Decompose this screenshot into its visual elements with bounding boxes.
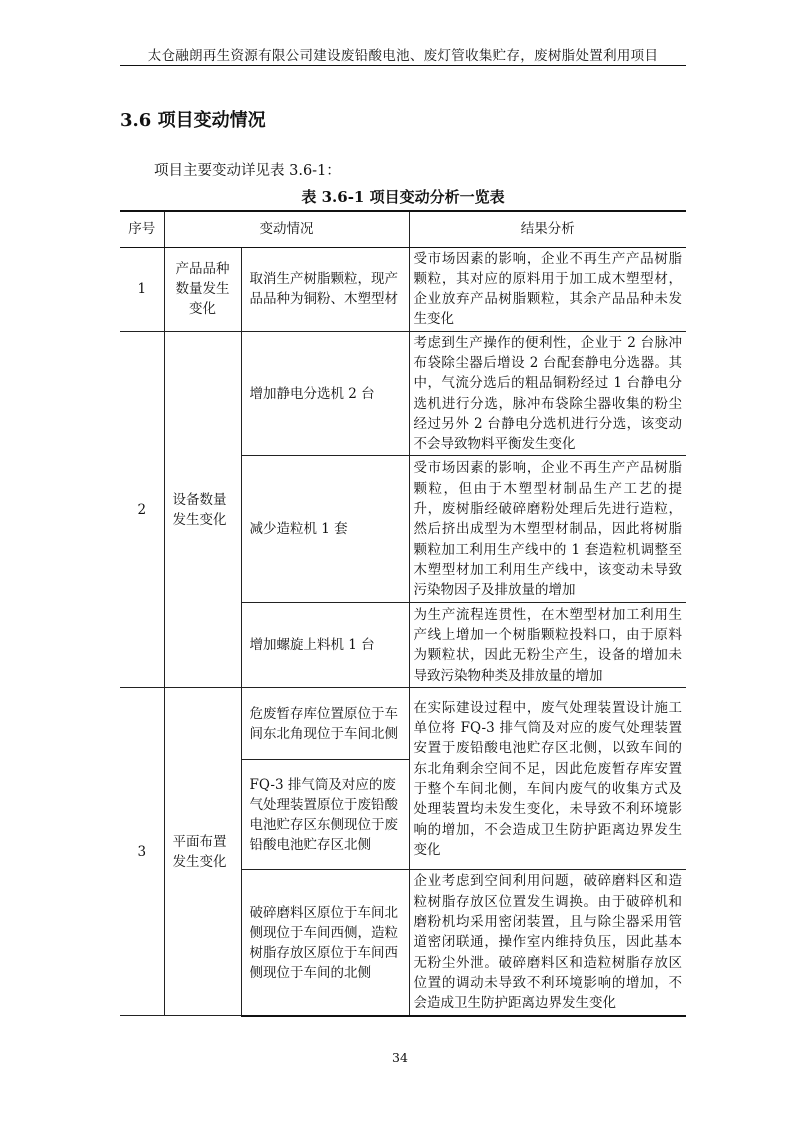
header-rule (120, 65, 686, 66)
table-row (120, 247, 686, 331)
result-analysis: 考虑到生产操作的便利性，企业于 2 台脉冲布袋除尘器后增设 2 台配套静电分选器。其中，气流分选后的粗品铜粉经过 1 台静电分选机进行分选，脉冲布袋除尘器收集的粉尘经过另外 2 台静电分选机进行分选，该变动不会导致物料平衡发生变化 (409, 331, 686, 456)
result-analysis: 在实际建设过程中，废气处理装置设计施工单位将 FQ-3 排气筒及对应的废气处理装置安置于废铅酸电池贮存区北侧，以致车间的东北角剩余空间不足，因此危废暂存库安置于整个车间北侧，车间内废气的收集方式及处理装置均未发生变化，未导致不利环境影响的增加，不会造成卫生防护距离边界发生变化 (409, 688, 686, 870)
column-header-result: 结果分析 (409, 211, 686, 247)
change-description: 取消生产树脂颗粒，现产品品种为铜粉、木塑型材 (241, 247, 409, 331)
change-description: 增加静电分选机 2 台 (241, 331, 409, 456)
result-analysis: 企业考虑到空间利用问题，破碎磨料区和造粒树脂存放区位置发生调换。由于破碎机和磨粉机均采用密闭装置，且与除尘器采用管道密闭联通，操作室内维持负压，因此基本无粉尘外泄。破碎磨料区和造粒树脂存放区位置的调动未导致不利环境影响的增加，不会造成卫生防护距离边界发生变化 (409, 870, 686, 1016)
intro-paragraph: 项目主要变动详见表 3.6-1： (154, 163, 341, 179)
change-category: 平面布置发生变化 (164, 688, 241, 1016)
change-analysis-table (120, 210, 686, 1017)
page-header: 太仓融朗再生资源有限公司建设废铅酸电池、废灯管收集贮存，废树脂处置利用项目 (147, 48, 659, 64)
page-number: 34 (392, 1050, 408, 1065)
row-number: 2 (120, 331, 164, 688)
result-analysis: 受市场因素的影响，企业不再生产产品树脂颗粒，其对应的原料用于加工成木塑型材，企业放弃产品树脂颗粒，其余产品品种未发生变化 (409, 247, 686, 331)
result-analysis: 受市场因素的影响，企业不再生产产品树脂颗粒，但由于木塑型材制品生产工艺的提升，废树脂经破碎磨粉处理后先进行造粒，然后挤出成型为木塑型材制品，因此将树脂颗粒加工利用生产线中的 1 套造粒机调整至木塑型材加工利用生产线中，该变动未导致污染物因子及排放量的增加 (409, 456, 686, 603)
change-description: 增加螺旋上料机 1 台 (241, 603, 409, 688)
table-row (120, 688, 686, 760)
change-description: 危废暂存库位置原位于车间东北角现位于车间北侧 (241, 688, 409, 760)
table-row (120, 331, 686, 456)
row-number: 1 (120, 247, 164, 331)
change-category: 产品品种数量发生变化 (164, 247, 241, 331)
column-header-change: 变动情况 (164, 211, 409, 247)
table-header-row (120, 211, 686, 247)
change-description: 破碎磨料区原位于车间北侧现位于车间西侧，造粒树脂存放区原位于车间西侧现位于车间的北侧 (241, 870, 409, 1016)
table-caption: 表 3.6-1 项目变动分析一览表 (301, 188, 505, 206)
change-description: 减少造粒机 1 套 (241, 456, 409, 603)
section-title: 3.6 项目变动情况 (120, 110, 266, 131)
change-category: 设备数量发生变化 (164, 331, 241, 688)
result-analysis: 为生产流程连贯性，在木塑型材加工利用生产线上增加一个树脂颗粒投料口，由于原料为颗粒状，因此无粉尘产生，设备的增加未导致污染物种类及排放量的增加 (409, 603, 686, 688)
change-description: FQ-3 排气筒及对应的废气处理装置原位于废铅酸电池贮存区东侧现位于废铅酸电池贮存区北侧 (241, 760, 409, 870)
column-header-no: 序号 (120, 211, 164, 247)
row-number: 3 (120, 688, 164, 1016)
